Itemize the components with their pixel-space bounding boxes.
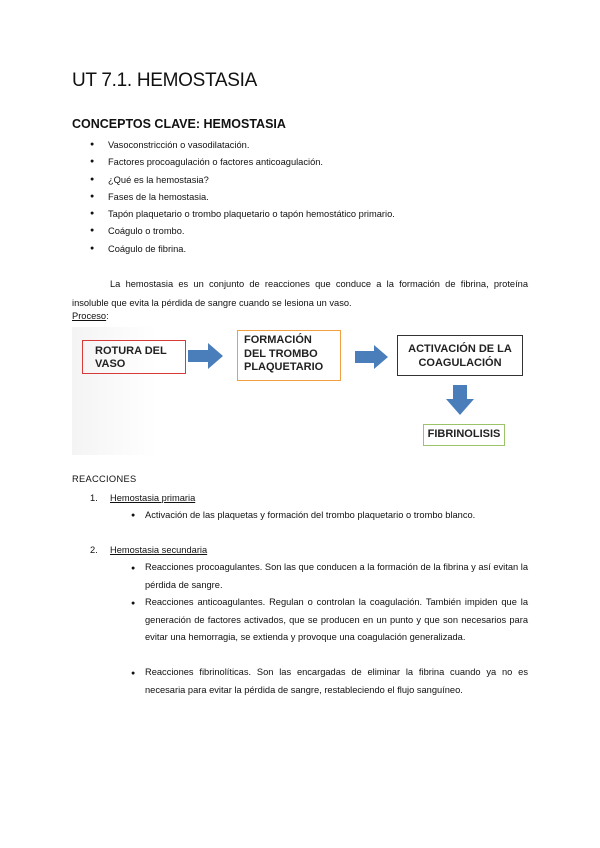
list-item: ● Vasoconstricción o vasodilatación. (92, 138, 395, 155)
list-item: ● Tapón plaquetario o trombo plaquetario o tapón hemostático primario. (92, 207, 395, 224)
list-item: Reacciones procoagulantes. Son las que conducen a la formación de la fibrina y así evitan la pérdida de sangre. (145, 562, 528, 590)
step-rotura-del-vaso: ROTURA DEL VASO (82, 340, 186, 374)
list-item: ● Fases de la hemostasia. (92, 190, 395, 207)
step-activacion-coagulacion: ACTIVACIÓN DE LA COAGULACIÓN (397, 335, 523, 376)
arrow-right-icon (355, 345, 389, 369)
list-item: ● Factores procoagulación o factores anticoagulación. (92, 155, 395, 172)
bullet-icon: ● (131, 600, 136, 607)
process-diagram (72, 327, 542, 455)
item-number: 1. (90, 493, 98, 503)
list-item: ● Coágulo de fibrina. (92, 242, 395, 259)
definition-paragraph (72, 275, 528, 313)
step-fibrinolisis: FIBRINOLISIS (423, 424, 505, 446)
key-concepts-list (92, 138, 395, 259)
list-item: ● Coágulo o trombo. (92, 224, 395, 241)
list-item: Reacciones anticoagulantes. Regulan o controlan la coagulación. También impiden que la generación de factores activados, que se producen en un punto y que son necesarios para evitar una hemorragia, se extienda y provoque una coagulación generalizada. (145, 597, 528, 642)
reactions-heading: REACCIONES (72, 474, 137, 484)
subheading-text: Hemostasia primaria (110, 493, 196, 503)
process-label-suffix: : (106, 311, 109, 321)
subheading-hemostasia-primaria (110, 493, 195, 503)
bullet-icon: ● (131, 512, 136, 519)
page-title: UT 7.1. HEMOSTASIA (72, 70, 257, 91)
arrow-down-icon (446, 385, 474, 415)
subheading-hemostasia-secundaria (110, 545, 207, 555)
step-formacion-trombo: FORMACIÓN DEL TROMBO PLAQUETARIO (237, 330, 341, 381)
definition-text: La hemostasia es un conjunto de reacciones que conduce a la formación de fibrina, proteína insoluble que evita la pérdida de sangre cuando se lesiona un vaso. (72, 279, 528, 308)
bullet-icon: ● (131, 670, 136, 677)
subheading-text: Hemostasia secundaria (110, 545, 208, 555)
arrow-right-icon (188, 343, 224, 369)
list-item: Reacciones fibrinolíticas. Son las encargadas de eliminar la fibrina cuando ya no es necesaria para evitar la pérdida de sangre, restableciendo el flujo sanguíneo. (145, 667, 528, 695)
section-heading: CONCEPTOS CLAVE: HEMOSTASIA (72, 117, 286, 131)
process-label-text: Proceso (72, 311, 107, 321)
item-number: 2. (90, 545, 98, 555)
process-label (72, 311, 109, 321)
list-item: ● ¿Qué es la hemostasia? (92, 173, 395, 190)
bullet-icon: ● (131, 565, 136, 572)
list-item: Activación de las plaquetas y formación del trombo plaquetario o trombo blanco. (145, 510, 476, 520)
